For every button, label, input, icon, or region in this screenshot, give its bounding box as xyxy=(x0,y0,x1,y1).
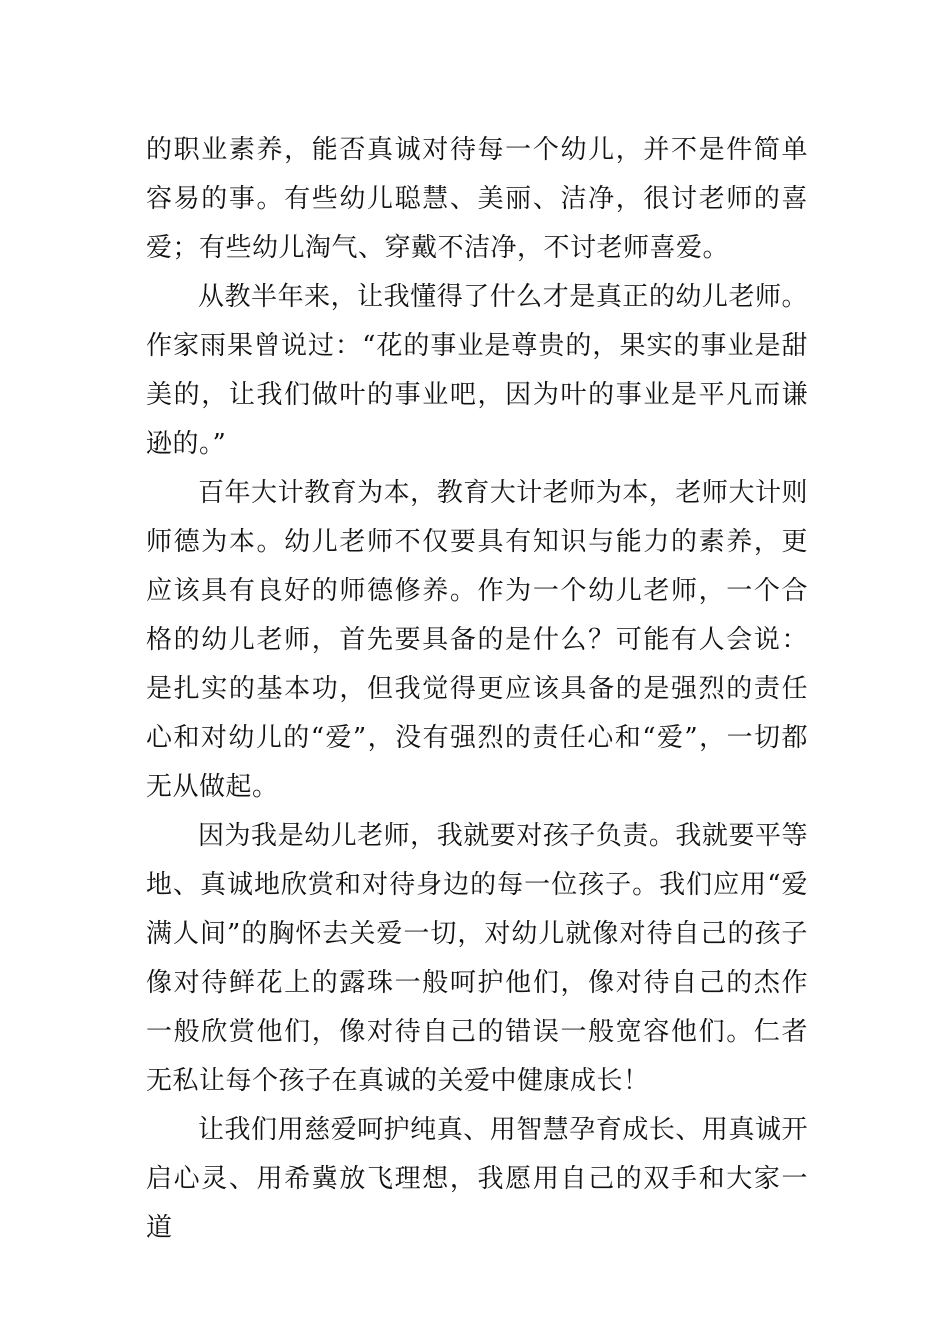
document-body xyxy=(146,126,808,1253)
paragraph-1: 的职业素养，能否真诚对待每一个幼儿，并不是件简单容易的事。有些幼儿聪慧、美丽、洁净，很讨老师的喜爱；有些幼儿淘气、穿戴不洁净，不讨老师喜爱。 xyxy=(146,135,808,263)
paragraph-4: 因为我是幼儿老师，我就要对孩子负责。我就要平等地、真诚地欣赏和对待身边的每一位孩子。我们应用“爱满人间”的胸怀去关爱一切，对幼儿就像对待自己的孩子像对待鲜花上的露珠一般呵护他们，像对待自己的杰作一般欣赏他们，像对待自己的错误一般宽容他们。仁者无私让每个孩子在真诚的关爱中健康成长！ xyxy=(146,821,808,1096)
paragraph-5: 让我们用慈爱呵护纯真、用智慧孕育成长、用真诚开启心灵、用希冀放飞理想，我愿用自己的双手和大家一道 xyxy=(146,1115,808,1243)
paragraph-3: 百年大计教育为本，教育大计老师为本，老师大计则师德为本。幼儿老师不仅要具有知识与能力的素养，更应该具有良好的师德修养。作为一个幼儿老师，一个合格的幼儿老师，首先要具备的是什么？可能有人会说：是扎实的基本功，但我觉得更应该具备的是强烈的责任心和对幼儿的“爱”，没有强烈的责任心和“爱”，一切都无从做起。 xyxy=(146,478,808,802)
paragraph-2: 从教半年来，让我懂得了什么才是真正的幼儿老师。作家雨果曾说过：“花的事业是尊贵的，果实的事业是甜美的，让我们做叶的事业吧，因为叶的事业是平凡而谦逊的。” xyxy=(146,282,808,459)
